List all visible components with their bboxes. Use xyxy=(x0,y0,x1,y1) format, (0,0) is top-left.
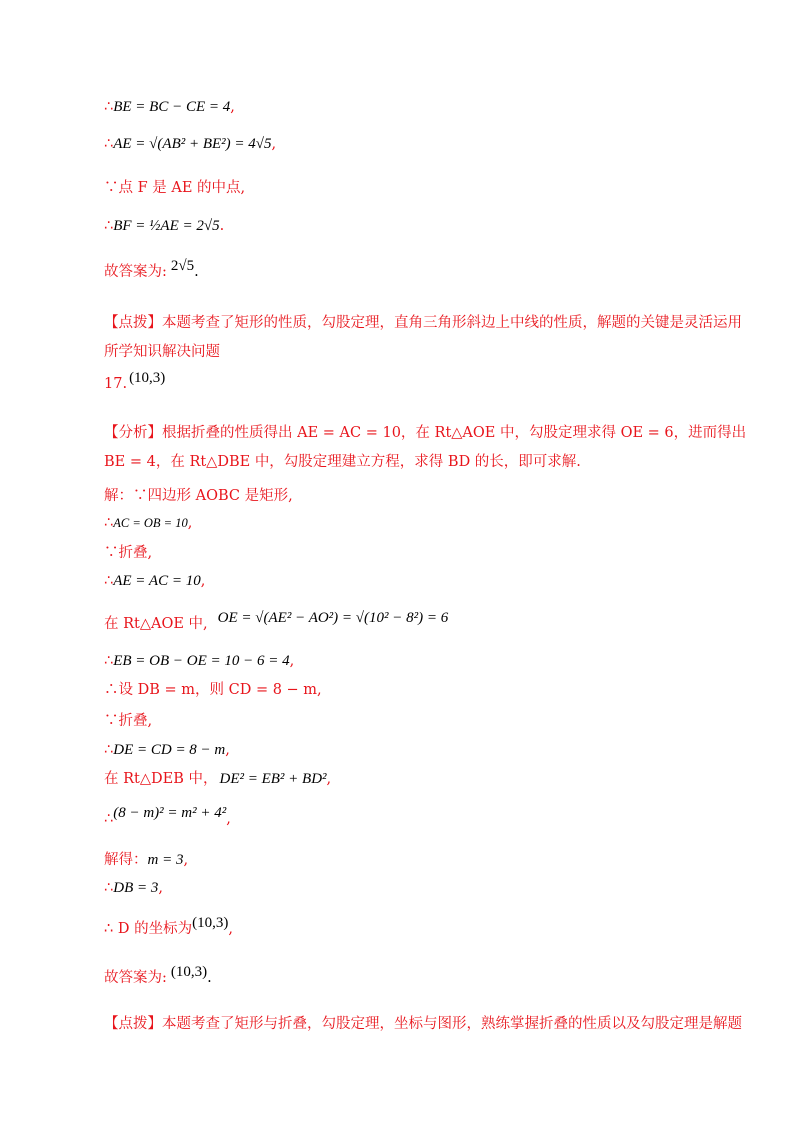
solution-text: ∵折叠, xyxy=(104,545,153,561)
analysis-text: BE = 4，在 Rt△DBE 中，勾股定理建立方程，求得 BD 的长，即可求解. xyxy=(104,454,581,470)
answer-label: 故答案为: xyxy=(104,264,167,280)
formula: AE = AC = 10 xyxy=(113,573,201,589)
line-fold-1 xyxy=(104,543,152,563)
solution-text: 解得： xyxy=(104,852,148,868)
punctuation: , xyxy=(228,921,233,937)
hint-text: 【点拨】本题考查了矩形与折叠，勾股定理，坐标与图形，熟练掌握折叠的性质以及勾股定理是解题 xyxy=(104,1016,742,1032)
formula: BF = ½AE = 2√5 xyxy=(113,218,220,234)
therefore-symbol: ∴ xyxy=(104,880,114,896)
solution-text: ∴ D 的坐标为 xyxy=(104,921,193,937)
answer-value: 2√5 xyxy=(170,258,195,274)
solution-text: ∴设 DB = m，则 CD = 8 − m, xyxy=(104,682,322,698)
punctuation: , xyxy=(226,811,231,827)
therefore-symbol: ∴ xyxy=(104,811,114,827)
punctuation: , xyxy=(225,742,230,758)
answer-label: 故答案为: xyxy=(104,970,167,986)
line-ae-ac xyxy=(104,571,205,591)
line-analysis xyxy=(104,423,746,443)
solution-text: 解：∵四边形 AOBC 是矩形, xyxy=(104,488,293,504)
therefore-symbol: ∴ xyxy=(104,99,114,115)
therefore-symbol: ∴ xyxy=(104,573,114,589)
formula: m = 3 xyxy=(147,852,184,868)
punctuation: , xyxy=(158,880,163,896)
problem-number: 17. xyxy=(104,376,128,392)
punctuation: , xyxy=(183,852,189,868)
line-solve-m xyxy=(104,850,188,870)
punctuation: , xyxy=(271,136,277,152)
punctuation: . xyxy=(194,264,199,280)
line-fold-2 xyxy=(104,711,152,731)
punctuation: , xyxy=(326,771,332,787)
answer-value: (10,3) xyxy=(192,915,229,931)
line-db-value xyxy=(104,878,163,898)
line-ae-calc xyxy=(104,134,276,154)
line-hint-16 xyxy=(104,313,742,333)
line-bf-calc xyxy=(104,216,224,236)
line-eb-calc xyxy=(104,651,294,671)
formula: (8 − m)² = m² + 4² xyxy=(113,805,227,821)
analysis-text: 【分析】根据折叠的性质得出 AE = AC = 10，在 Rt△AOE 中，勾股定理求得 OE = 6，进而得出 xyxy=(104,425,747,441)
hint-text: 【点拨】本题考查了矩形的性质，勾股定理，直角三角形斜边上中线的性质，解题的关键是灵活运用 xyxy=(104,315,742,331)
line-de-squared xyxy=(104,769,331,789)
formula: DE = CD = 8 − m xyxy=(113,742,226,758)
punctuation: , xyxy=(289,653,295,669)
line-hint-16-cont xyxy=(104,342,220,362)
answer-value: (10,3) xyxy=(129,370,166,386)
formula: DE² = EB² + BD² xyxy=(219,771,327,787)
formula: BE = BC − CE = 4 xyxy=(113,99,231,115)
formula: OE = √(AE² − AO²) = √(10² − 8²) = 6 xyxy=(217,610,449,626)
line-set-db xyxy=(104,680,322,700)
therefore-symbol: ∴ xyxy=(104,653,114,669)
line-oe-calc xyxy=(104,608,449,632)
solution-text: ∵折叠, xyxy=(104,713,153,729)
line-d-coordinate xyxy=(104,915,233,939)
punctuation: , xyxy=(187,515,193,531)
punctuation: , xyxy=(200,573,206,589)
hint-text: 所学知识解决问题 xyxy=(104,344,220,360)
solution-text: 在 Rt△AOE 中, xyxy=(104,616,208,632)
line-equation xyxy=(104,805,231,829)
text: ∵点 F 是 AE 的中点, xyxy=(104,180,246,196)
line-analysis-cont xyxy=(104,452,581,472)
punctuation: . xyxy=(207,970,212,986)
line-answer-16 xyxy=(104,258,199,282)
therefore-symbol: ∴ xyxy=(104,218,114,234)
punctuation: , xyxy=(230,99,235,115)
answer-value: (10,3) xyxy=(170,964,208,980)
line-de-cd xyxy=(104,740,230,760)
therefore-symbol: ∴ xyxy=(104,136,114,152)
punctuation: . xyxy=(219,218,225,234)
line-be-calc xyxy=(104,97,235,117)
formula: AC = OB = 10 xyxy=(113,516,188,530)
line-problem-17 xyxy=(104,370,166,394)
formula: AE = √(AB² + BE²) = 4√5 xyxy=(113,136,272,152)
formula: EB = OB − OE = 10 − 6 = 4 xyxy=(113,653,290,669)
line-midpoint xyxy=(104,178,245,198)
formula: DB = 3 xyxy=(113,880,159,896)
solution-text: 在 Rt△DEB 中， xyxy=(104,771,218,787)
line-solution-start xyxy=(104,486,293,506)
therefore-symbol: ∴ xyxy=(104,515,114,531)
line-answer-17 xyxy=(104,964,212,988)
line-hint-17 xyxy=(104,1014,742,1034)
line-ac-ob xyxy=(104,513,192,533)
therefore-symbol: ∴ xyxy=(104,742,114,758)
